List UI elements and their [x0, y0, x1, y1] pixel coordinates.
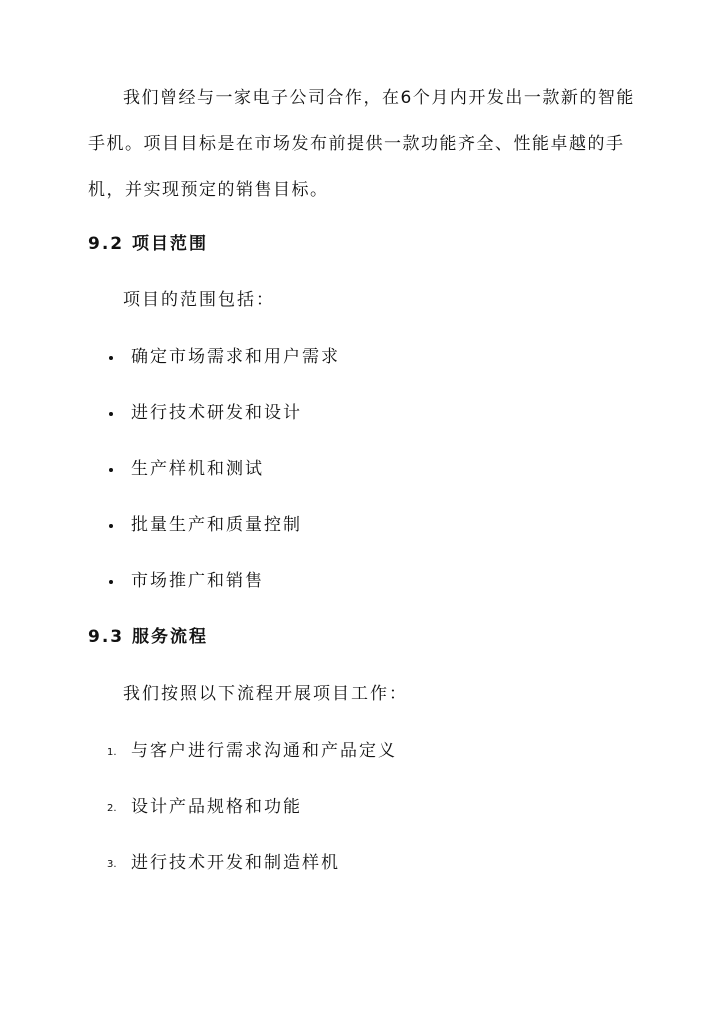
section-process-intro: 我们按照以下流程开展项目工作：: [123, 684, 408, 704]
bullet-icon: [109, 468, 113, 472]
list-item-number: 2.: [107, 803, 117, 814]
section-scope-intro: 项目的范围包括：: [123, 290, 275, 310]
list-item-number: 1.: [107, 747, 117, 758]
list-item-text: 设计产品规格和功能: [131, 797, 302, 817]
list-item-text: 市场推广和销售: [131, 571, 264, 591]
list-item-text: 进行技术开发和制造样机: [131, 853, 340, 873]
bullet-icon: [109, 524, 113, 528]
list-item-text: 进行技术研发和设计: [131, 403, 302, 423]
list-item-text: 生产样机和测试: [131, 459, 264, 479]
bullet-icon: [109, 412, 113, 416]
list-item-text: 批量生产和质量控制: [131, 515, 302, 535]
section-scope-heading: 9.2 项目范围: [88, 234, 209, 254]
section-process-heading: 9.3 服务流程: [88, 627, 209, 647]
bullet-icon: [109, 356, 113, 360]
intro-paragraph: 我们曾经与一家电子公司合作，在6个月内开发出一款新的智能手机。项目目标是在市场发布前提供一款功能齐全、性能卓越的手机，并实现预定的销售目标。: [88, 88, 635, 200]
list-item-text: 确定市场需求和用户需求: [131, 347, 340, 367]
list-item-number: 3.: [107, 859, 117, 870]
bullet-icon: [109, 580, 113, 584]
list-item-text: 与客户进行需求沟通和产品定义: [131, 741, 397, 761]
